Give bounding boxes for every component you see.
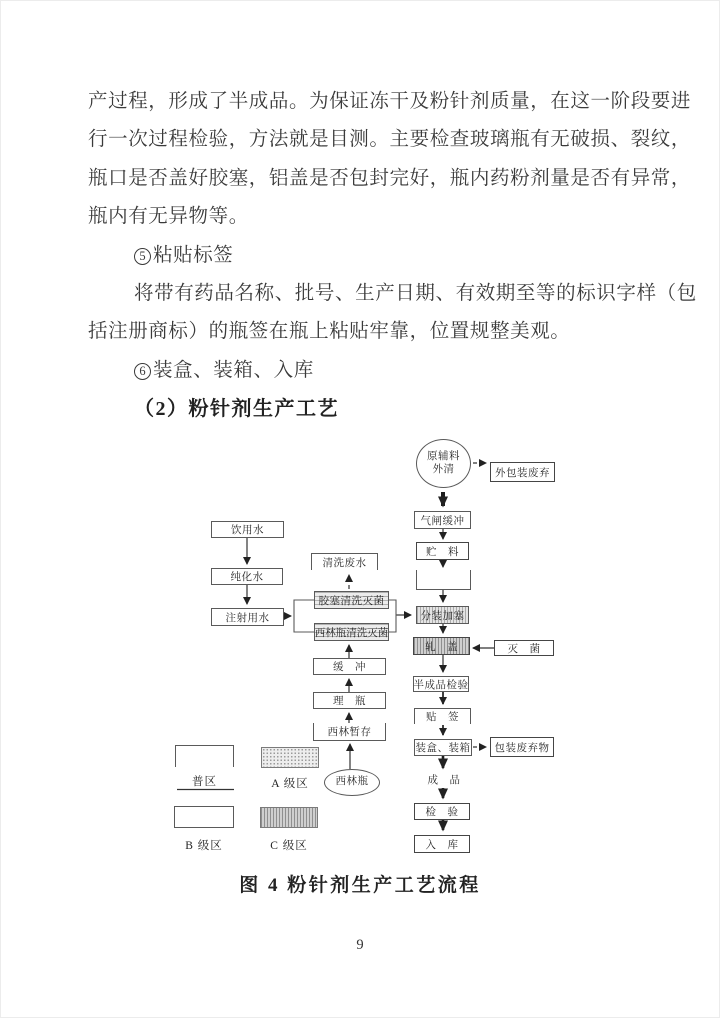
circled-number-6: 6 [134,363,151,380]
merge-right-bracket [388,600,396,632]
flow-node-vial-temp-storage: 西林暂存 [313,723,386,741]
flow-node-wash-wastewater: 清洗废水 [311,553,378,570]
legend-grade-a-symbol [261,747,319,768]
flow-node-sterilize: 灭 菌 [494,640,554,656]
body-line: 瓶口是否盖好胶塞，铝盖是否包封完好，瓶内药粉剂量是否有异常， [88,167,692,189]
flow-node-airlock-buffer: 气闸缓冲 [414,511,471,529]
list-item-5 [88,237,636,275]
flow-node-pack-waste: 包装废弃物 [490,737,554,757]
legend-grade-a-label: A 级区 [271,778,309,790]
flow-node-purified-water: 纯化水 [211,568,283,585]
flow-node-vial: 西林瓶 [324,769,380,796]
flow-node-buffer: 缓 冲 [313,658,386,675]
flow-node-storage: 贮 料 [416,542,469,560]
body-line: 将带有药品名称、批号、生产日期、有效期至等的标识字样（包 [134,282,697,304]
body-line: 行一次过程检验，方法就是目测。主要检查玻璃瓶有无破损、裂纹， [88,129,692,151]
legend-grade-c-label: C 级区 [270,840,308,852]
legend-general-symbol [175,745,234,767]
body-line: 瓶内有无异物等。 [88,206,249,228]
flow-node-outer-pack-waste: 外包装废弃 [490,462,555,482]
list-item-6-label: 装盒、装箱、入库 [153,359,314,381]
legend-general-label: 普区 [192,776,217,788]
flow-node-bottle-arranging: 理 瓶 [313,692,386,709]
legend-grade-b-symbol [174,806,234,828]
body-text [88,83,697,429]
figure-caption: 图 4 粉针剂生产工艺流程 [239,875,481,896]
list-item-6 [88,352,636,390]
flow-node-raw-material-clean [416,439,471,488]
flow-node-boxing-casing: 装盒、装箱 [414,739,472,756]
body-line: 产过程，形成了半成品。为保证冻干及粉针剂质量，在这一阶段要进 [88,91,692,112]
flow-node-filling-stoppering: 分装加塞 [416,606,469,624]
flow-node-raw-material-line2: 外清 [432,463,455,475]
branch-left-bracket [294,600,314,632]
flow-node-empty [416,570,471,590]
flow-node-warehousing: 入 库 [414,835,470,853]
flow-node-labeling: 贴 签 [414,708,471,724]
flow-node-drinking-water: 饮用水 [211,521,284,538]
flow-node-raw-material-line1: 原辅料 [427,451,460,462]
flow-node-injection-water: 注射用水 [211,608,284,626]
section-heading: （2）粉针剂生产工艺 [134,398,339,421]
flow-node-finished-product: 成 品 [427,775,461,786]
legend-grade-b-label: B 级区 [185,840,223,852]
flow-node-vial-wash-sterilize: 西林瓶清洗灭菌 [314,623,389,641]
list-item-5-label: 粘贴标签 [153,244,234,266]
flow-node-capping: 轧 盖 [413,637,470,655]
circled-number-5: 5 [134,248,151,265]
flow-node-semi-product-check: 半成品检验 [413,676,469,692]
legend-grade-c-symbol [260,807,318,828]
page-number: 9 [356,937,364,953]
flow-node-inspection: 检 验 [414,803,470,820]
flow-node-stopper-wash-sterilize: 胶塞清洗灭菌 [314,591,389,609]
body-line: 括注册商标）的瓶签在瓶上粘贴牢靠，位置规整美观。 [88,321,571,343]
